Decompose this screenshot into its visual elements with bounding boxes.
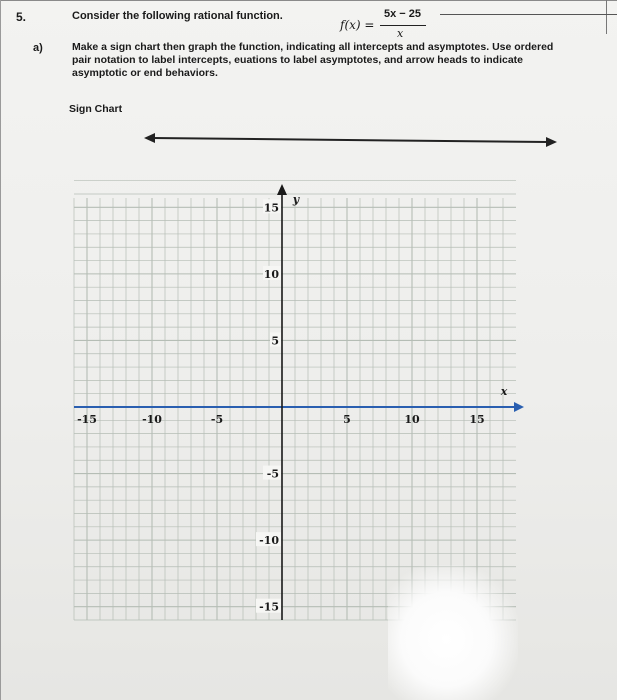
function-numerator: 5x − 25 — [384, 8, 422, 20]
instruction-line-1: Make a sign chart then graph the function, indicating all intercepts and asymptotes. Use ordered — [72, 41, 554, 53]
y-axis-arrow — [277, 184, 287, 195]
x-tick-label: 5 — [343, 413, 351, 426]
light-glare — [388, 565, 518, 700]
sign-chart-label: Sign Chart — [69, 103, 123, 115]
x-tick-label: -15 — [77, 413, 97, 426]
question-number: 5. — [16, 10, 27, 24]
part-label: a) — [33, 42, 43, 54]
y-tick-label: 5 — [271, 334, 279, 348]
question-prompt: Consider the following rational function. — [72, 10, 283, 22]
y-tick-label: 10 — [263, 267, 279, 281]
sign-chart-arrow-right — [546, 137, 557, 147]
x-axis-label: x — [500, 385, 508, 398]
instruction-line-3: asymptotic or end behaviors. — [72, 67, 218, 79]
y-tick-label: 15 — [263, 201, 279, 215]
sign-chart-arrow-left — [144, 133, 155, 143]
x-tick-label: 15 — [469, 413, 485, 426]
function-lhs: f(x) = — [340, 18, 375, 32]
x-tick-label: -5 — [210, 413, 224, 426]
coordinate-grid — [74, 181, 516, 620]
function-denominator: x — [397, 27, 404, 40]
sign-chart-line — [152, 138, 548, 142]
x-tick-label: -10 — [142, 413, 162, 426]
y-tick-label: -5 — [266, 467, 279, 481]
instruction-line-2: pair notation to label intercepts, euations to label asymptotes, and arrow heads to indicate — [72, 54, 524, 66]
x-tick-label: 10 — [404, 413, 420, 426]
y-tick-label: -15 — [259, 600, 279, 614]
x-axis-arrow — [514, 402, 524, 412]
y-tick-label: -10 — [259, 534, 279, 548]
axes — [74, 184, 524, 620]
y-axis-label: y — [292, 193, 300, 206]
tick-labels — [77, 193, 508, 614]
